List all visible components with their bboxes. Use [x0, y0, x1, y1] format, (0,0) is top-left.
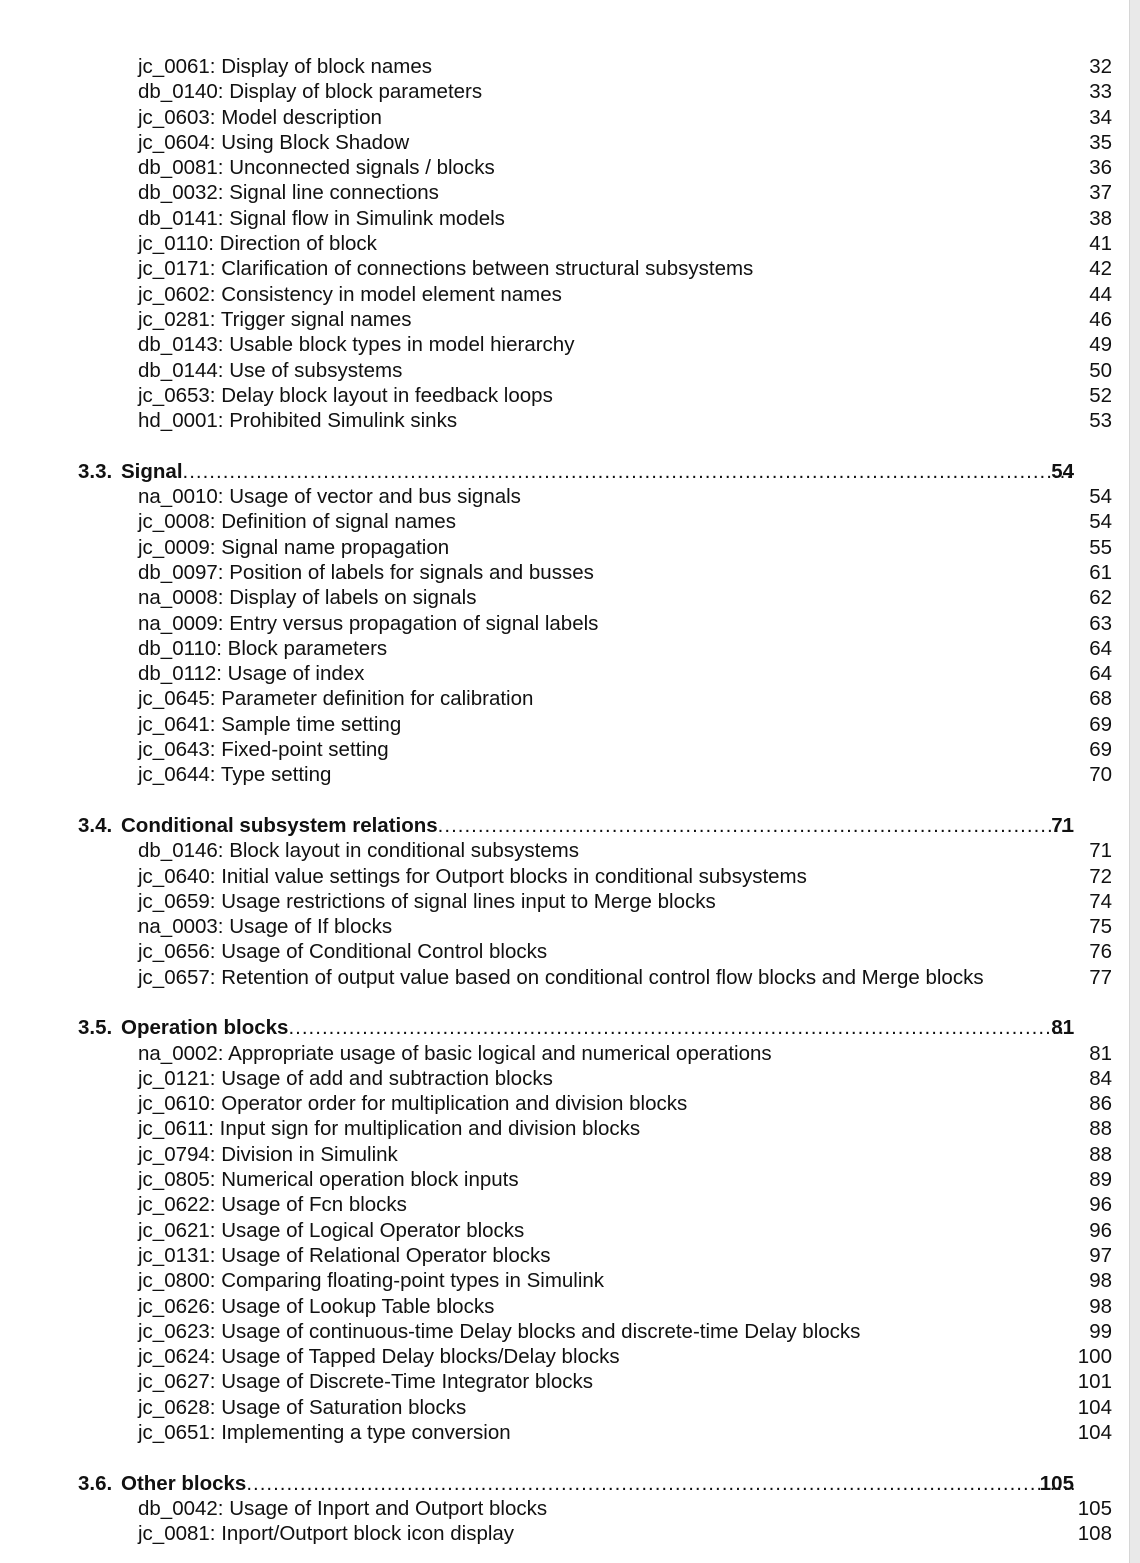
- toc-section-heading[interactable]: [0, 813, 1140, 838]
- section-spacer: [0, 433, 1140, 458]
- toc-entry[interactable]: [0, 1066, 1140, 1091]
- toc-entry[interactable]: [0, 180, 1140, 205]
- entry-title: db_0110: Block parameters: [138, 636, 388, 660]
- toc-entry[interactable]: [0, 155, 1140, 180]
- entry-page-number: 54: [1089, 485, 1112, 509]
- entry-page-number: 36: [1089, 156, 1112, 180]
- entry-title: db_0141: Signal flow in Simulink models: [138, 206, 505, 230]
- entry-page-number: 68: [1089, 687, 1112, 711]
- entry-title: na_0009: Entry versus propagation of signal labels: [138, 611, 599, 635]
- entry-page-number: 104: [1077, 1421, 1112, 1445]
- toc-entry[interactable]: [0, 130, 1140, 155]
- entry-page-number: 96: [1089, 1193, 1112, 1217]
- entry-page-number: 101: [1077, 1370, 1112, 1394]
- entry-title: jc_0621: Usage of Logical Operator blocks: [138, 1218, 525, 1242]
- toc-entry[interactable]: [0, 1294, 1140, 1319]
- entry-title: jc_0603: Model description: [138, 105, 382, 129]
- dot-leader: [438, 813, 1074, 838]
- entry-title: jc_0794: Division in Simulink: [138, 1142, 398, 1166]
- toc-entry[interactable]: [0, 939, 1140, 964]
- entry-title: db_0144: Use of subsystems: [138, 358, 403, 382]
- entry-page-number: 44: [1089, 282, 1112, 306]
- section-number: 3.6.: [78, 1471, 113, 1495]
- toc-section-heading[interactable]: [0, 459, 1140, 484]
- toc-entry[interactable]: [0, 484, 1140, 509]
- entry-page-number: 53: [1089, 409, 1112, 433]
- entry-title: db_0097: Position of labels for signals and busses: [138, 560, 594, 584]
- entry-title: db_0146: Block layout in conditional subsystems: [138, 839, 580, 863]
- section-page-number: 71: [1051, 813, 1074, 837]
- entry-page-number: 49: [1089, 333, 1112, 357]
- entry-title: jc_0645: Parameter definition for calibration: [138, 687, 534, 711]
- toc-entry[interactable]: [0, 762, 1140, 787]
- toc-entry[interactable]: [0, 509, 1140, 534]
- toc-section-heading[interactable]: [0, 1471, 1140, 1496]
- entry-page-number: 81: [1089, 1041, 1112, 1065]
- entry-page-number: 98: [1089, 1269, 1112, 1293]
- entry-title: jc_0628: Usage of Saturation blocks: [138, 1395, 467, 1419]
- dot-leader: [183, 459, 1074, 484]
- toc-entry[interactable]: [0, 636, 1140, 661]
- toc-entry[interactable]: [0, 358, 1140, 383]
- entry-page-number: 88: [1089, 1142, 1112, 1166]
- toc-entry[interactable]: [0, 383, 1140, 408]
- entry-page-number: 38: [1089, 206, 1112, 230]
- entry-title: jc_0643: Fixed-point setting: [138, 738, 389, 762]
- toc-entry[interactable]: [0, 282, 1140, 307]
- toc-entry[interactable]: [0, 1142, 1140, 1167]
- entry-title: hd_0001: Prohibited Simulink sinks: [138, 409, 458, 433]
- entry-page-number: 61: [1089, 560, 1112, 584]
- entry-page-number: 96: [1089, 1218, 1112, 1242]
- table-of-contents: [0, 54, 1140, 1547]
- entry-title: jc_0656: Usage of Conditional Control blocks: [138, 940, 548, 964]
- entry-page-number: 64: [1089, 636, 1112, 660]
- section-spacer: [0, 990, 1140, 1015]
- section-title: Conditional subsystem relations: [121, 813, 438, 837]
- entry-title: db_0143: Usable block types in model hierarchy: [138, 333, 575, 357]
- toc-entry[interactable]: [0, 79, 1140, 104]
- entry-title: jc_0622: Usage of Fcn blocks: [138, 1193, 407, 1217]
- entry-page-number: 34: [1089, 105, 1112, 129]
- entry-title: db_0032: Signal line connections: [138, 181, 439, 205]
- section-spacer: [0, 1445, 1140, 1470]
- toc-entry[interactable]: [0, 661, 1140, 686]
- entry-title: jc_0121: Usage of add and subtraction blocks: [138, 1066, 553, 1090]
- entry-page-number: 69: [1089, 712, 1112, 736]
- section-spacer: [0, 788, 1140, 813]
- toc-entry[interactable]: [0, 1420, 1140, 1445]
- toc-entry[interactable]: [0, 206, 1140, 231]
- entry-page-number: 89: [1089, 1168, 1112, 1192]
- entry-page-number: 33: [1089, 80, 1112, 104]
- toc-entry[interactable]: [0, 1243, 1140, 1268]
- entry-page-number: 63: [1089, 611, 1112, 635]
- entry-title: jc_0281: Trigger signal names: [138, 307, 412, 331]
- toc-entry[interactable]: [0, 1091, 1140, 1116]
- entry-title: jc_0644: Type setting: [138, 763, 332, 787]
- toc-entry[interactable]: [0, 1496, 1140, 1521]
- toc-entry[interactable]: [0, 535, 1140, 560]
- section-leader: [121, 459, 1074, 484]
- entry-page-number: 32: [1089, 55, 1112, 78]
- entry-title: jc_0624: Usage of Tapped Delay blocks/Delay blocks: [138, 1345, 620, 1369]
- toc-entry[interactable]: [0, 332, 1140, 357]
- entry-page-number: 105: [1077, 1496, 1112, 1520]
- entry-title: jc_0008: Definition of signal names: [138, 510, 456, 534]
- entry-page-number: 42: [1089, 257, 1112, 281]
- entry-page-number: 35: [1089, 130, 1112, 154]
- entry-title: db_0042: Usage of Inport and Outport blocks: [138, 1496, 548, 1520]
- toc-entry[interactable]: [0, 585, 1140, 610]
- toc-entry[interactable]: [0, 1395, 1140, 1420]
- entry-page-number: 37: [1089, 181, 1112, 205]
- entry-title: db_0140: Display of block parameters: [138, 80, 483, 104]
- entry-title: jc_0805: Numerical operation block inputs: [138, 1168, 519, 1192]
- toc-entry[interactable]: [0, 231, 1140, 256]
- section-page-number: 105: [1039, 1471, 1074, 1495]
- toc-section-heading[interactable]: [0, 1015, 1140, 1040]
- toc-entry[interactable]: [0, 1521, 1140, 1546]
- section-leader: [121, 1471, 1074, 1496]
- entry-page-number: 98: [1089, 1294, 1112, 1318]
- entry-title: jc_0640: Initial value settings for Outport blocks in conditional subsystems: [138, 864, 807, 888]
- entry-title: jc_0653: Delay block layout in feedback loops: [138, 383, 553, 407]
- entry-title: jc_0061: Display of block names: [138, 55, 432, 78]
- toc-entry[interactable]: [0, 1041, 1140, 1066]
- entry-title: jc_0604: Using Block Shadow: [138, 130, 410, 154]
- toc-entry[interactable]: [0, 838, 1140, 863]
- entry-page-number: 71: [1089, 839, 1112, 863]
- entry-title: na_0010: Usage of vector and bus signals: [138, 485, 521, 509]
- toc-entry[interactable]: [0, 1192, 1140, 1217]
- entry-page-number: 77: [1089, 965, 1112, 989]
- entry-title: jc_0623: Usage of continuous-time Delay blocks and discrete-time Delay blocks: [138, 1319, 861, 1343]
- toc-entry[interactable]: [0, 1116, 1140, 1141]
- entry-page-number: 69: [1089, 738, 1112, 762]
- section-leader: [121, 813, 1074, 838]
- entry-page-number: 97: [1089, 1243, 1112, 1267]
- toc-entry[interactable]: [0, 256, 1140, 281]
- toc-entry[interactable]: [0, 914, 1140, 939]
- toc-entry[interactable]: [0, 54, 1140, 79]
- toc-entry[interactable]: [0, 560, 1140, 585]
- toc-entry[interactable]: [0, 105, 1140, 130]
- toc-entry[interactable]: [0, 1319, 1140, 1344]
- dot-leader: [288, 1015, 1074, 1040]
- entry-title: jc_0659: Usage restrictions of signal lines input to Merge blocks: [138, 889, 716, 913]
- entry-title: db_0112: Usage of index: [138, 662, 365, 686]
- section-number: 3.4.: [78, 813, 113, 837]
- toc-entry[interactable]: [0, 712, 1140, 737]
- entry-page-number: 108: [1077, 1522, 1112, 1546]
- toc-entry[interactable]: [0, 737, 1140, 762]
- entry-page-number: 100: [1077, 1345, 1112, 1369]
- entry-title: jc_0131: Usage of Relational Operator blocks: [138, 1243, 551, 1267]
- entry-title: jc_0641: Sample time setting: [138, 712, 402, 736]
- entry-page-number: 50: [1089, 358, 1112, 382]
- toc-entry[interactable]: [0, 611, 1140, 636]
- toc-entry[interactable]: [0, 889, 1140, 914]
- entry-title: jc_0627: Usage of Discrete-Time Integrator blocks: [138, 1370, 593, 1394]
- entry-page-number: 99: [1089, 1319, 1112, 1343]
- entry-title: jc_0602: Consistency in model element names: [138, 282, 562, 306]
- dot-leader: [246, 1471, 1074, 1496]
- toc-entry[interactable]: [0, 686, 1140, 711]
- entry-title: na_0008: Display of labels on signals: [138, 586, 477, 610]
- entry-page-number: 52: [1089, 383, 1112, 407]
- section-title: Other blocks: [121, 1471, 247, 1495]
- entry-page-number: 88: [1089, 1117, 1112, 1141]
- entry-title: na_0003: Usage of If blocks: [138, 915, 393, 939]
- section-number: 3.5.: [78, 1016, 113, 1040]
- section-leader: [121, 1015, 1074, 1040]
- entry-page-number: 64: [1089, 662, 1112, 686]
- toc-entry[interactable]: [0, 307, 1140, 332]
- entry-title: na_0002: Appropriate usage of basic logical and numerical operations: [138, 1041, 772, 1065]
- entry-title: jc_0800: Comparing floating-point types in Simulink: [138, 1269, 605, 1293]
- entry-page-number: 41: [1089, 232, 1112, 256]
- section-page-number: 81: [1051, 1016, 1074, 1040]
- toc-entry[interactable]: [0, 965, 1140, 990]
- entry-title: jc_0651: Implementing a type conversion: [138, 1421, 511, 1445]
- entry-page-number: 75: [1089, 915, 1112, 939]
- entry-title: jc_0611: Input sign for multiplication and division blocks: [138, 1117, 641, 1141]
- toc-entry[interactable]: [0, 1344, 1140, 1369]
- toc-entry[interactable]: [0, 408, 1140, 433]
- entry-page-number: 72: [1089, 864, 1112, 888]
- entry-title: db_0081: Unconnected signals / blocks: [138, 156, 495, 180]
- entry-title: jc_0610: Operator order for multiplication and division blocks: [138, 1092, 688, 1116]
- section-page-number: 54: [1051, 459, 1074, 483]
- entry-page-number: 86: [1089, 1092, 1112, 1116]
- toc-entry[interactable]: [0, 1268, 1140, 1293]
- section-number: 3.3.: [78, 459, 113, 483]
- entry-title: jc_0657: Retention of output value based on conditional control flow blocks and Merge blocks: [138, 965, 984, 989]
- entry-page-number: 70: [1089, 763, 1112, 787]
- entry-page-number: 62: [1089, 586, 1112, 610]
- section-title: Signal: [121, 459, 183, 483]
- entry-title: jc_0626: Usage of Lookup Table blocks: [138, 1294, 495, 1318]
- entry-page-number: 84: [1089, 1066, 1112, 1090]
- entry-title: jc_0081: Inport/Outport block icon display: [138, 1522, 515, 1546]
- entry-page-number: 54: [1089, 510, 1112, 534]
- toc-entry[interactable]: [0, 1167, 1140, 1192]
- entry-page-number: 76: [1089, 940, 1112, 964]
- entry-page-number: 104: [1077, 1395, 1112, 1419]
- toc-entry[interactable]: [0, 864, 1140, 889]
- toc-entry[interactable]: [0, 1218, 1140, 1243]
- entry-page-number: 46: [1089, 307, 1112, 331]
- toc-entry[interactable]: [0, 1369, 1140, 1394]
- section-title: Operation blocks: [121, 1016, 289, 1040]
- entry-title: jc_0110: Direction of block: [138, 232, 377, 256]
- entry-title: jc_0009: Signal name propagation: [138, 535, 450, 559]
- entry-page-number: 55: [1089, 535, 1112, 559]
- entry-title: jc_0171: Clarification of connections between structural subsystems: [138, 257, 754, 281]
- entry-page-number: 74: [1089, 889, 1112, 913]
